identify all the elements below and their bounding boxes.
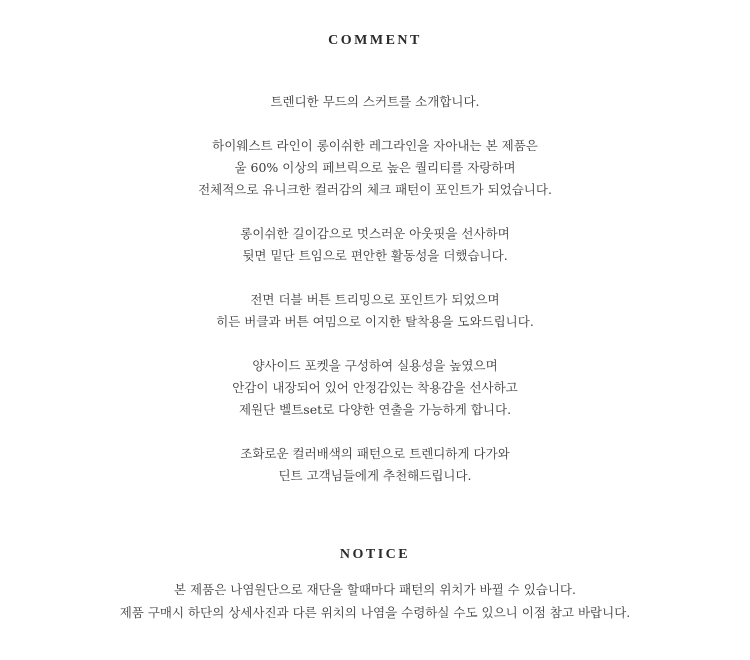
comment-line: 뒷면 밑단 트임으로 편안한 활동성을 더했습니다. — [242, 248, 508, 263]
notice-heading: NOTICE — [339, 547, 411, 562]
comment-line: 울 60% 이상의 페브릭으로 높은 퀄리티를 자랑하며 — [234, 160, 516, 175]
comment-line: 제원단 벨트set로 다양한 연출을 가능하게 합니다. — [238, 402, 512, 417]
notice-line: 제품 구매시 하단의 상세사진과 다른 위치의 나염을 수령하실 수도 있으니 이점 참고 바랍니다. — [119, 605, 631, 620]
comment-line: 롱이쉬한 길이감으로 멋스러운 아웃핏을 선사하며 — [240, 226, 510, 241]
comment-paragraph-pockets — [0, 355, 750, 421]
comment-heading: COMMENT — [328, 33, 422, 48]
notice-line: 본 제품은 나염원단으로 재단을 할때마다 패턴의 위치가 바뀔 수 있습니다. — [174, 582, 576, 597]
notice-text — [0, 578, 750, 624]
comment-paragraph-recommend — [0, 443, 750, 487]
comment-line: 트렌디한 무드의 스커트를 소개합니다. — [270, 94, 480, 109]
comment-line: 전면 더블 버튼 트리밍으로 포인트가 되었으며 — [250, 292, 500, 307]
comment-line: 안감이 내장되어 있어 안정감있는 착용감을 선사하고 — [232, 380, 518, 395]
comment-line: 양사이드 포켓을 구성하여 실용성을 높였으며 — [252, 358, 498, 373]
comment-line: 딘트 고객님들에게 추천해드립니다. — [278, 468, 472, 483]
comment-line: 하이웨스트 라인이 롱이쉬한 레그라인을 자아내는 본 제품은 — [212, 138, 538, 153]
comment-line: 전체적으로 유니크한 컬러감의 체크 패턴이 포인트가 되었습니다. — [198, 182, 552, 197]
comment-paragraph-fabric — [0, 135, 750, 201]
comment-line: 히든 버클과 버튼 여밈으로 이지한 탈착용을 도와드립니다. — [216, 314, 534, 329]
comment-paragraph-length — [0, 223, 750, 267]
comment-paragraph-buttons — [0, 289, 750, 333]
comment-line: 조화로운 컬러배색의 패턴으로 트렌디하게 다가와 — [240, 446, 510, 461]
comment-paragraph-intro — [0, 91, 750, 113]
